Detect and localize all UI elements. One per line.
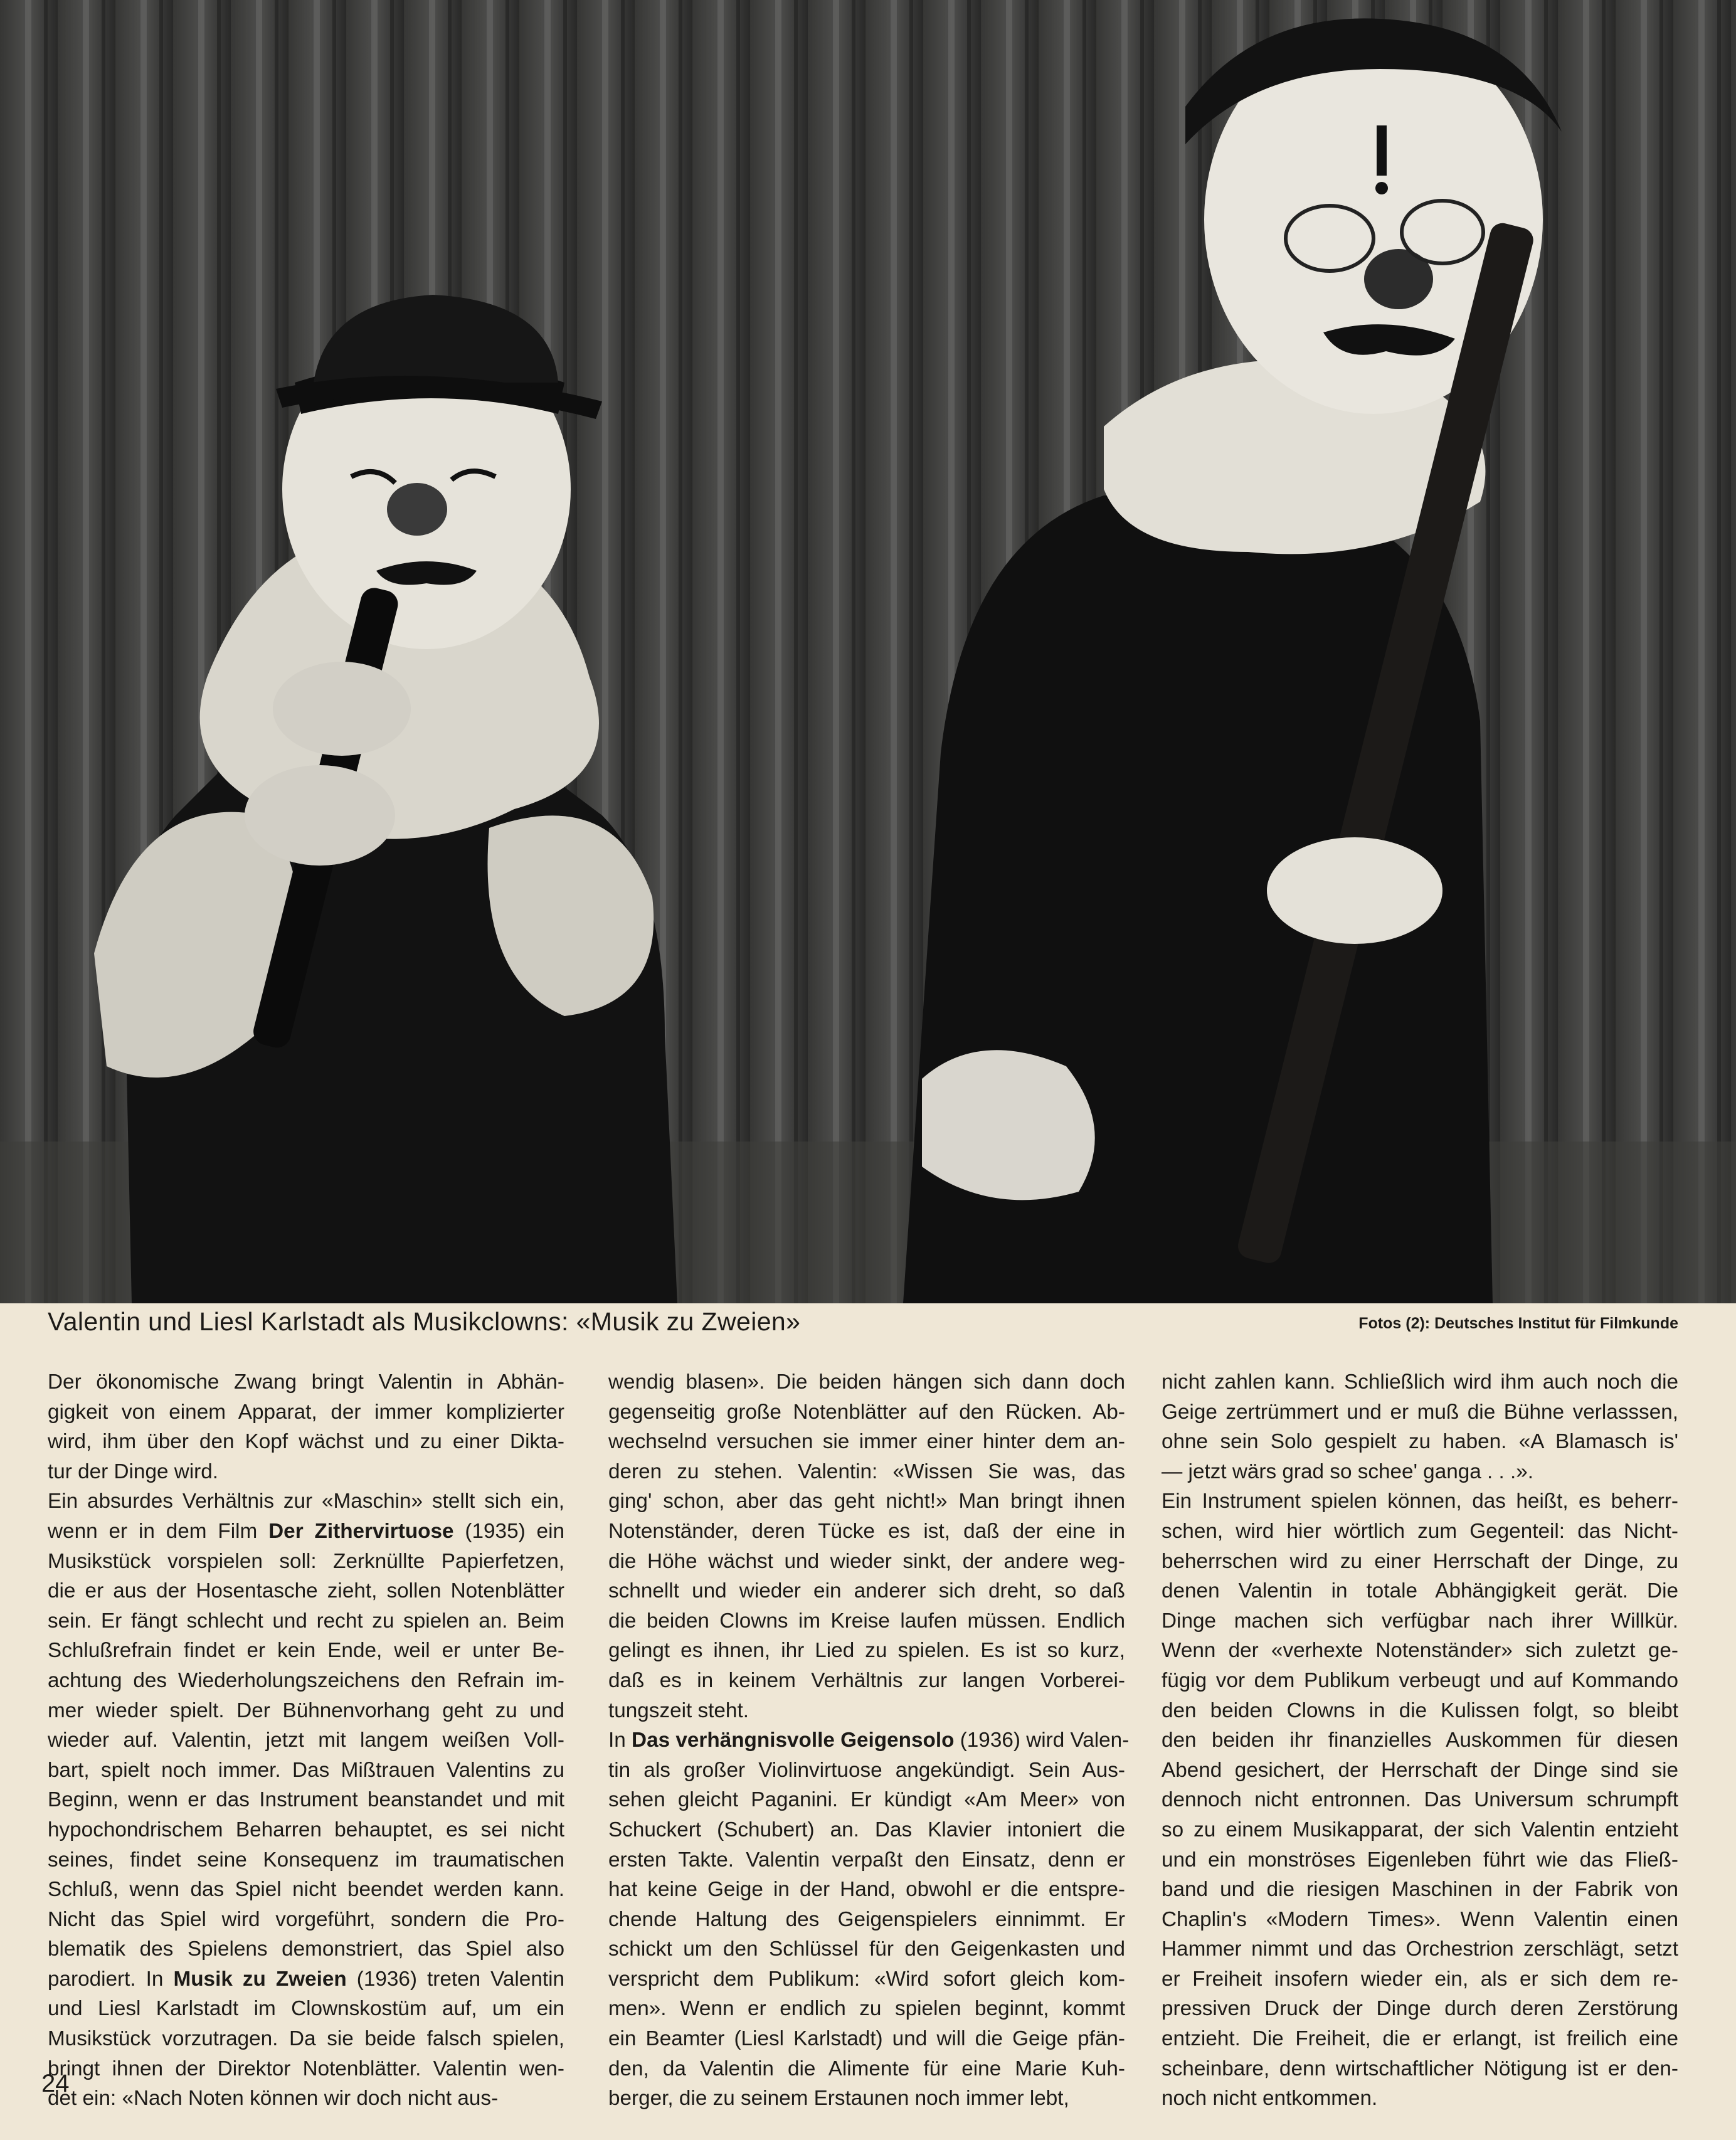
text-line: ein Beamter (Liesl Karlstadt) und will die Geige pfän- bbox=[608, 2027, 1125, 2051]
text-line: wenn er in dem Film Der Zithervirtuose (1935) ein bbox=[48, 1519, 564, 1543]
text-line: sehen gleicht Paganini. Er kündigt «Am Meer» von bbox=[608, 1788, 1125, 1812]
text-line: hat keine Geige in der Hand, obwohl er die entspre- bbox=[608, 1878, 1125, 1902]
paragraph bbox=[48, 1486, 564, 2113]
text-line: wendig blasen». Die beiden hängen sich dann doch bbox=[608, 1370, 1125, 1394]
text-line: wird, ihm über den Kopf wächst und zu einer Dikta- bbox=[48, 1430, 564, 1454]
text-line: schen, wird hier wörtlich zum Gegenteil: das Nicht- bbox=[1162, 1519, 1678, 1543]
text-line: ging' schon, aber das geht nicht!» Man bringt ihnen bbox=[608, 1490, 1125, 1513]
text-line: schnellt und wieder ein anderer sich dreht, so daß bbox=[608, 1579, 1125, 1603]
text-line: ersten Takte. Valentin verpaßt den Einsatz, denn er bbox=[608, 1848, 1125, 1872]
text-line: den beiden ihr finanzielles Auskommen für diesen bbox=[1162, 1729, 1678, 1752]
text-line: achtung des Wiederholungszeichens den Refrain im- bbox=[48, 1668, 564, 1692]
text-line: hypochondrischem Beharren behauptet, es sei nicht bbox=[48, 1818, 564, 1841]
text-line: wechselnd versuchen sie immer einer hinter dem an- bbox=[608, 1430, 1125, 1454]
text-line: det ein: «Nach Noten können wir doch nicht aus- bbox=[48, 2087, 499, 2111]
text-line: blematik des Spielens demonstriert, das Spiel also bbox=[48, 1937, 564, 1961]
text-line: tur der Dinge wird. bbox=[48, 1459, 219, 1483]
text-line: sein. Er fängt schlecht und recht zu spielen an. Beim bbox=[48, 1609, 564, 1633]
text-line: Dinge machen sich verfügbar nach ihrer Willkür. bbox=[1162, 1609, 1678, 1633]
text-line: In Das verhängnisvolle Geigensolo (1936) wird Valen- bbox=[608, 1729, 1130, 1752]
text-line: den beiden Clowns in die Kulissen folgt, so bleibt bbox=[1162, 1698, 1678, 1722]
text-line: verspricht dem Publikum: «Wird sofort gleich kom- bbox=[608, 1967, 1125, 1991]
text-line: band und die riesigen Maschinen in der Fabrik von bbox=[1162, 1878, 1678, 1902]
text-line: Nicht das Spiel wird vorgeführt, sondern die Pro- bbox=[48, 1907, 564, 1931]
text-line: Wenn der «verhexte Notenständer» sich zuletzt ge- bbox=[1162, 1639, 1678, 1663]
text-line: scheinbare, denn wirtschaftlicher Nötigung ist er den- bbox=[1162, 2057, 1678, 2080]
text-line: noch nicht entkommen. bbox=[1162, 2087, 1378, 2111]
text-line: ohne sein Solo gespielt zu haben. «A Blamasch is' bbox=[1162, 1430, 1678, 1454]
text-line: deren zu stehen. Valentin: «Wissen Sie was, das bbox=[608, 1459, 1125, 1483]
text-line: wieder auf. Valentin, jetzt mit langem weißen Voll- bbox=[48, 1729, 564, 1752]
text-line: Hammer nimmt und das Orchestrion zerschlägt, setzt bbox=[1162, 1937, 1678, 1961]
text-line: entzieht. Die Freiheit, die er erlangt, ist freilich eine bbox=[1162, 2027, 1678, 2051]
text-line: die er aus der Hosentasche zieht, sollen Notenblätter bbox=[48, 1579, 564, 1603]
text-line: Beginn, wenn er das Instrument beanstandet und mit bbox=[48, 1788, 564, 1812]
text-line: schickt um den Schlüssel für den Geigenkasten und bbox=[608, 1937, 1125, 1961]
text-line: bart, spielt noch immer. Das Mißtrauen Valentins zu bbox=[48, 1758, 564, 1782]
text-line: parodiert. In Musik zu Zweien (1936) treten Valentin bbox=[48, 1967, 565, 1991]
text-line: men». Wenn er endlich zu spielen beginnt, kommt bbox=[608, 1997, 1125, 2021]
text-line: fügig vor dem Publikum verbeugt und auf Kommando bbox=[1162, 1668, 1678, 1692]
text-line: denen Valentin in totale Abhängigkeit gerät. Die bbox=[1162, 1579, 1678, 1603]
text-line: gegenseitig große Notenblätter auf den Rücken. Ab- bbox=[608, 1400, 1125, 1424]
text-line: und ein monströses Eigenleben führt wie das Fließ- bbox=[1162, 1848, 1678, 1872]
text-line: Abend gesichert, der Herrschaft der Dinge sind sie bbox=[1162, 1758, 1678, 1782]
text-line: und Liesl Karlstadt im Clownskostüm auf, um ein bbox=[48, 1997, 564, 2021]
text-line: Ein Instrument spielen können, das heißt, es beherr- bbox=[1162, 1490, 1678, 1513]
text-column-2 bbox=[608, 1367, 1130, 2114]
text-line: Geige zertrümmert und er muß die Bühne verlasssen, bbox=[1162, 1400, 1678, 1424]
text-line: Der ökonomische Zwang bringt Valentin in Abhän- bbox=[48, 1370, 564, 1394]
text-line: — jetzt wärs grad so schee' ganga . . .». bbox=[1162, 1459, 1534, 1483]
text-line: Schuckert (Schubert) an. Das Klavier intoniert die bbox=[608, 1818, 1125, 1841]
text-column-1 bbox=[48, 1367, 564, 2114]
text-line: er Freiheit insofern wieder ein, als er sich dem re- bbox=[1162, 1967, 1678, 1991]
text-line: tin als großer Violinvirtuose angekündigt. Sein Aus- bbox=[608, 1758, 1125, 1782]
paragraph bbox=[608, 1725, 1130, 2114]
page-number: 24 bbox=[41, 2070, 70, 2097]
text-line: die beiden Clowns im Kreise laufen müssen. Endlich bbox=[608, 1609, 1125, 1633]
photo-caption: Valentin und Liesl Karlstadt als Musikclowns: «Musik zu Zweien» bbox=[48, 1307, 801, 1336]
text-line: beherrschen wird zu einer Herrschaft der Dinge, zu bbox=[1162, 1549, 1678, 1573]
paragraph bbox=[48, 1367, 564, 1486]
text-line: die Höhe wächst und wieder sinkt, der andere weg- bbox=[608, 1549, 1125, 1573]
text-line: Schlußrefrain findet er kein Ende, weil er unter Be- bbox=[48, 1639, 564, 1663]
text-line: Notenständer, deren Tücke es ist, daß der eine in bbox=[608, 1519, 1125, 1543]
text-line: mer wieder spielt. Der Bühnenvorhang geht zu und bbox=[48, 1698, 564, 1722]
text-line: gelingt es ihnen, ihr Lied zu spielen. Es ist so kurz, bbox=[608, 1639, 1125, 1663]
text-line: nicht zahlen kann. Schließlich wird ihm auch noch die bbox=[1162, 1370, 1678, 1394]
text-line: Ein absurdes Verhältnis zur «Maschin» stellt sich ein, bbox=[48, 1490, 564, 1513]
text-line: seines, findet seine Konsequenz im traumatischen bbox=[48, 1848, 564, 1872]
text-line: chende Haltung des Geigenspielers einnimmt. Er bbox=[608, 1907, 1125, 1931]
text-line: tungszeit steht. bbox=[608, 1698, 749, 1722]
text-line: bringt ihnen der Direktor Notenblätter. Valentin wen- bbox=[48, 2057, 564, 2080]
text-line: dennoch nicht entronnen. Das Universum schrumpft bbox=[1162, 1788, 1678, 1812]
text-line: Schluß, wenn das Spiel nicht beendet werden kann. bbox=[48, 1878, 564, 1902]
text-line: so zu einem Musikapparat, der sich Valentin entzieht bbox=[1162, 1818, 1678, 1841]
text-line: berger, die zu seinem Erstaunen noch immer lebt, bbox=[608, 2087, 1069, 2111]
paragraph bbox=[608, 1367, 1125, 1725]
text-line: den, da Valentin die Alimente für eine Marie Kuh- bbox=[608, 2057, 1125, 2080]
text-line: Musikstück vorzutragen. Da sie beide falsch spielen, bbox=[48, 2027, 564, 2051]
paragraph bbox=[1162, 1367, 1678, 1486]
photo-credit: Fotos (2): Deutsches Institut für Filmkunde bbox=[1358, 1315, 1678, 1332]
text-column-3 bbox=[1162, 1367, 1678, 2114]
text-line: gigkeit von einem Apparat, der immer komplizierter bbox=[48, 1400, 564, 1424]
text-line: Musikstück vorspielen soll: Zerknüllte Papierfetzen, bbox=[48, 1549, 564, 1573]
text-line: daß es in keinem Verhältnis zur langen Vorberei- bbox=[608, 1668, 1125, 1692]
text-line: pressiven Druck der Dinge durch deren Zerstörung bbox=[1162, 1997, 1678, 2021]
paragraph bbox=[1162, 1486, 1678, 2113]
text-line: Chaplin's «Modern Times». Wenn Valentin einen bbox=[1162, 1907, 1678, 1931]
